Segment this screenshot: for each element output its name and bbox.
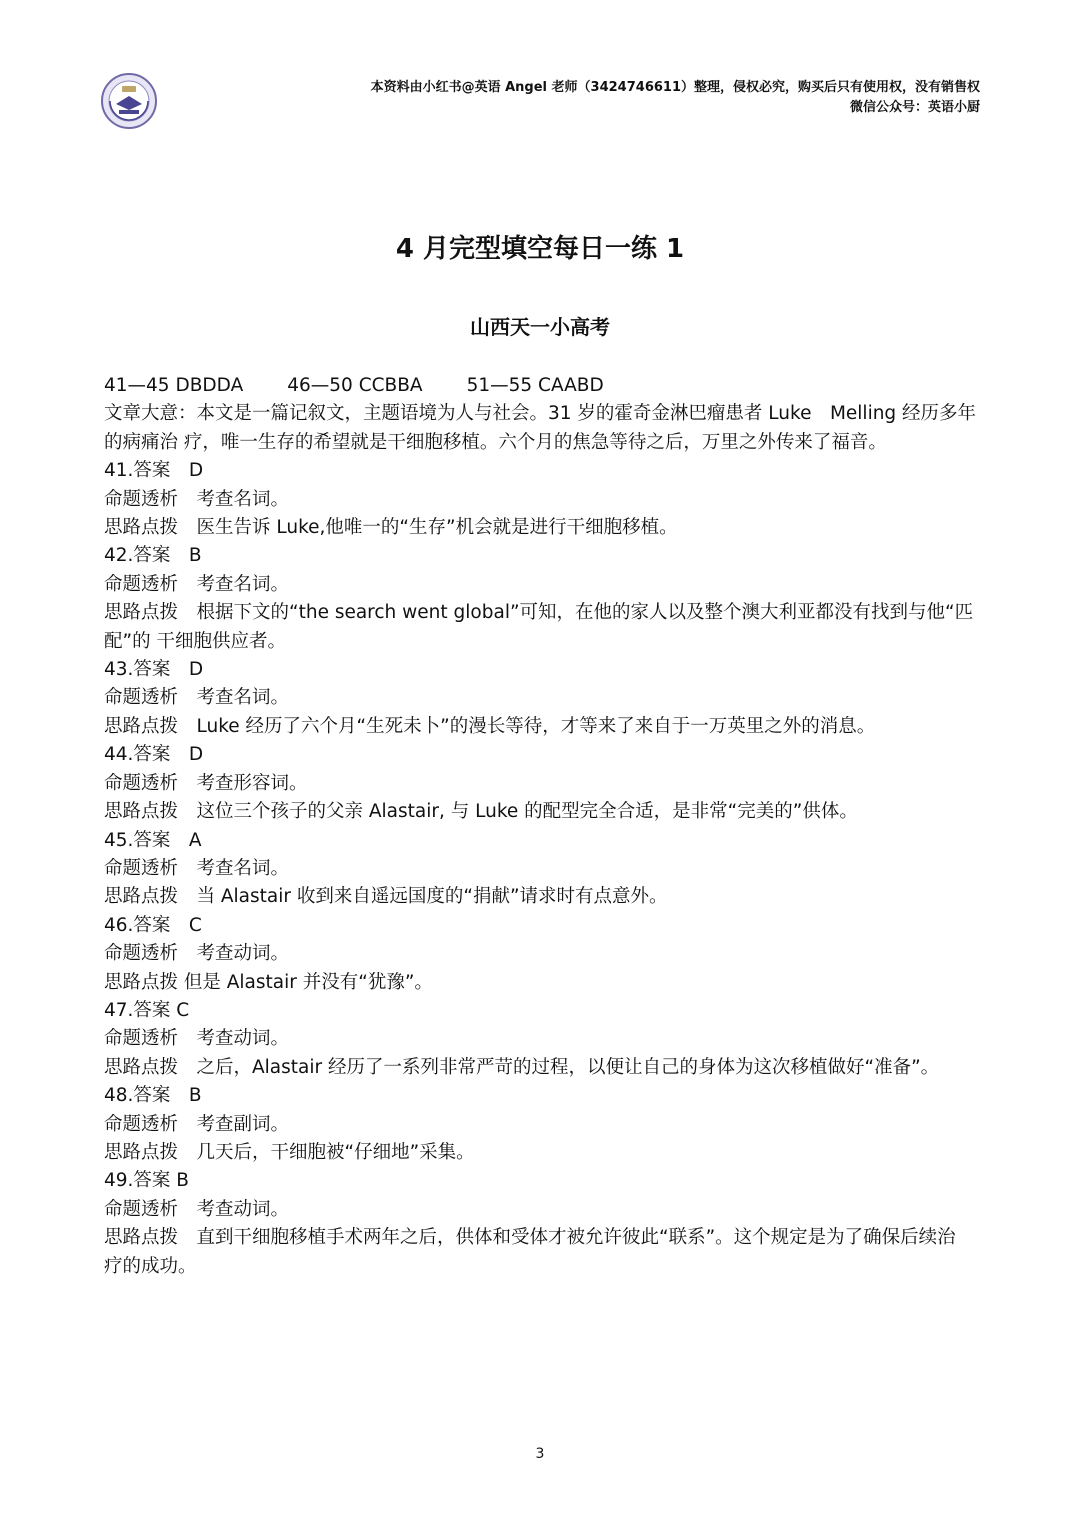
item-analysis: 命题透析 考查名词。 [104, 488, 290, 510]
tail-text: 疗的成功。 [104, 1255, 197, 1277]
item-hint: 思路点拨 几天后，干细胞被“仔细地”采集。 [104, 1141, 475, 1163]
wechat-account: 微信公众号：英语小厨 [849, 100, 980, 115]
header-text [371, 78, 980, 118]
item-answer: 42.答案 B [104, 545, 202, 567]
item-hint: 思路点拨 这位三个孩子的父亲 Alastair, 与 Luke 的配型完全合适，是非常“完美的”供体。 [104, 801, 858, 823]
item-answer: 46.答案 C [104, 914, 202, 936]
item-hint: 思路点拨 医生告诉 Luke,他唯一的“生存”机会就是进行干细胞移植。 [104, 517, 678, 539]
answer-key-group-2: 46—50 CCBBA [287, 375, 423, 396]
item-hint: 思路点拨 根据下文的“the search went global”可知，在他的家人以及整个澳大利亚都没有找到与他“匹配”的 干细胞供应者。 [104, 602, 974, 652]
page-header [100, 72, 980, 132]
item-answer: 48.答案 B [104, 1085, 202, 1107]
answer-key-line [104, 372, 980, 400]
item-analysis: 命题透析 考查动词。 [104, 1198, 290, 1220]
item-analysis: 命题透析 考查动词。 [104, 943, 290, 965]
item-analysis: 命题透析 考查动词。 [104, 1028, 290, 1050]
item-answer: 44.答案 D [104, 744, 204, 766]
page-subtitle: 山西天一小高考 [470, 315, 610, 339]
item-hint: 思路点拨 但是 Alastair 并没有“犹豫”。 [104, 971, 433, 993]
item-analysis: 命题透析 考查名词。 [104, 687, 290, 709]
item-answer: 43.答案 D [104, 659, 204, 681]
answer-key-group-3: 51—55 CAABD [466, 375, 604, 396]
item-answer: 41.答案 D [104, 460, 204, 482]
item-hint: 思路点拨 Luke 经历了六个月“生死未卜”的漫长等待，才等来了来自于一万英里之外的消息。 [104, 715, 876, 737]
answer-content [104, 372, 980, 1281]
item-hint: 思路点拨 之后，Alastair 经历了一系列非常严苛的过程，以便让自己的身体为这次移植做好“准备”。 [104, 1056, 940, 1078]
school-emblem-icon [100, 72, 158, 130]
item-hint: 思路点拨 当 Alastair 收到来自遥远国度的“捐献”请求时有点意外。 [104, 886, 668, 908]
answer-key-group-1: 41—45 DBDDA [104, 375, 244, 396]
article-summary: 文章大意：本文是一篇记叙文，主题语境为人与社会。31 岁的霍奇金淋巴瘤患者 Luke Melling 经历多年的病痛治 疗，唯一生存的希望就是干细胞移植。六个月的焦急等待之后，万里之外传来了福音。 [104, 403, 977, 453]
page-title: 4 月完型填空每日一练 1 [395, 234, 685, 264]
item-hint: 思路点拨 直到干细胞移植手术两年之后，供体和受体才被允许彼此“联系”。这个规定是为了确保后续治 [104, 1227, 956, 1249]
item-analysis: 命题透析 考查形容词。 [104, 772, 308, 794]
item-analysis: 命题透析 考查名词。 [104, 573, 290, 595]
item-analysis: 命题透析 考查副词。 [104, 1113, 290, 1135]
page-number: 3 [535, 1446, 545, 1462]
copyright-notice: 本资料由小红书@英语 Angel 老师（3424746611）整理，侵权必究，购买后只有使用权，没有销售权 [370, 80, 980, 95]
item-answer: 47.答案 C [104, 999, 190, 1021]
item-analysis: 命题透析 考查名词。 [104, 857, 290, 879]
item-answer: 49.答案 B [104, 1170, 189, 1192]
item-answer: 45.答案 A [104, 829, 202, 851]
